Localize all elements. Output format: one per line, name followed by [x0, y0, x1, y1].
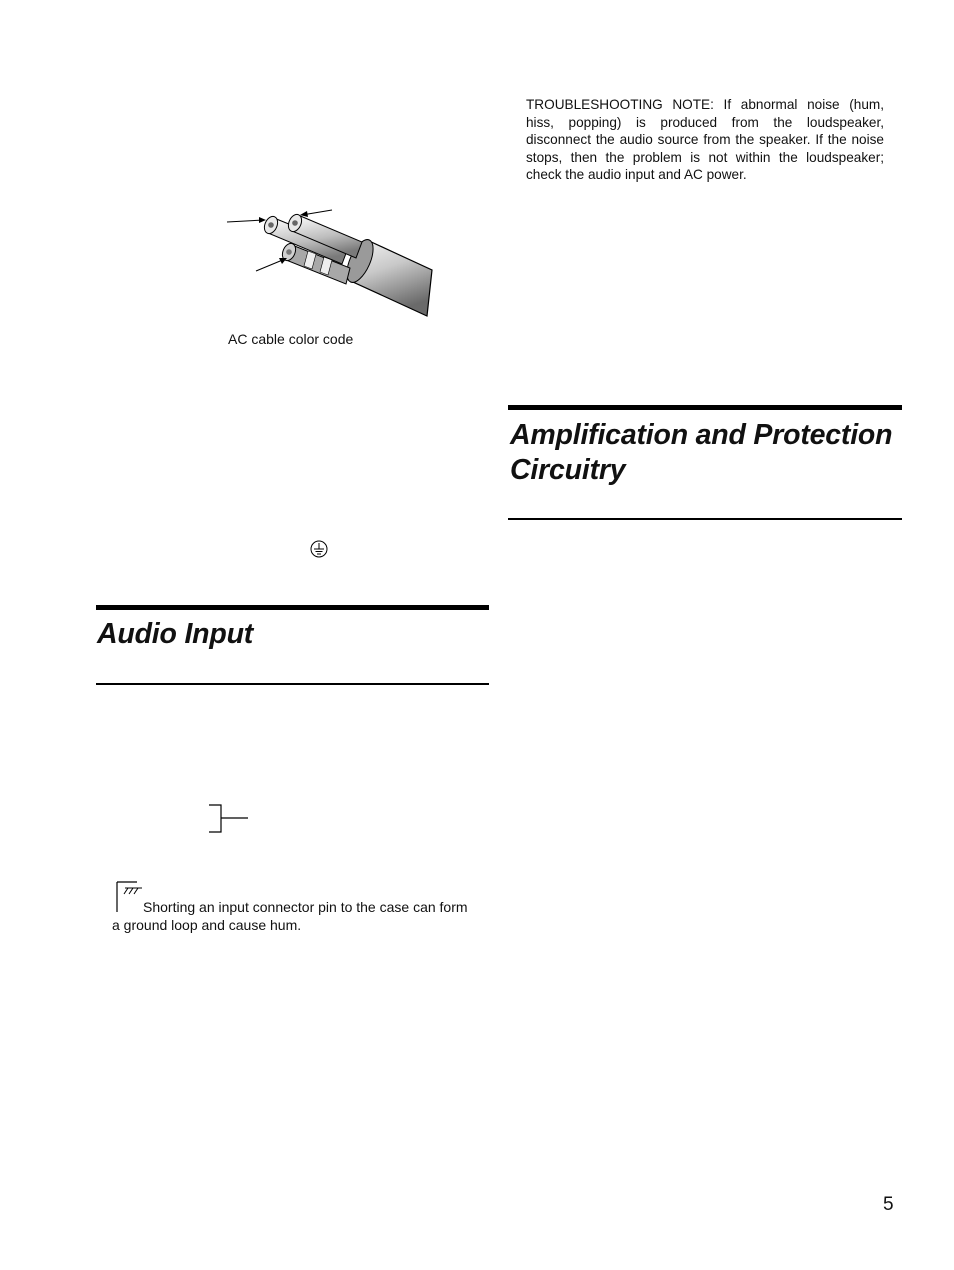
shorting-note [112, 899, 476, 934]
section-rule-bottom [508, 518, 902, 520]
ac-cable-illustration [222, 202, 437, 324]
protective-earth-icon [309, 539, 329, 559]
connector-bracket-icon [206, 803, 252, 835]
figure-caption: AC cable color code [228, 331, 354, 347]
section-rule-bottom [96, 683, 489, 685]
troubleshooting-note: TROUBLESHOOTING NOTE: If abnormal noise (hum, hiss, popping) is produced from the loudspeaker, disconnect the audio source from the speaker. If the noise stops, then the problem is not within the loudspeaker; check the audio input and AC power. [526, 97, 884, 182]
section-rule-top [96, 605, 489, 610]
section-rule-top [508, 405, 902, 410]
shorting-note-text: Shorting an input connector pin to the case can form a ground loop and cause hum. [112, 899, 468, 933]
page-number: 5 [883, 1194, 894, 1215]
amplification-heading: Amplification and Protection Circuitry [510, 419, 893, 486]
audio-input-heading: Audio Input [97, 618, 254, 650]
